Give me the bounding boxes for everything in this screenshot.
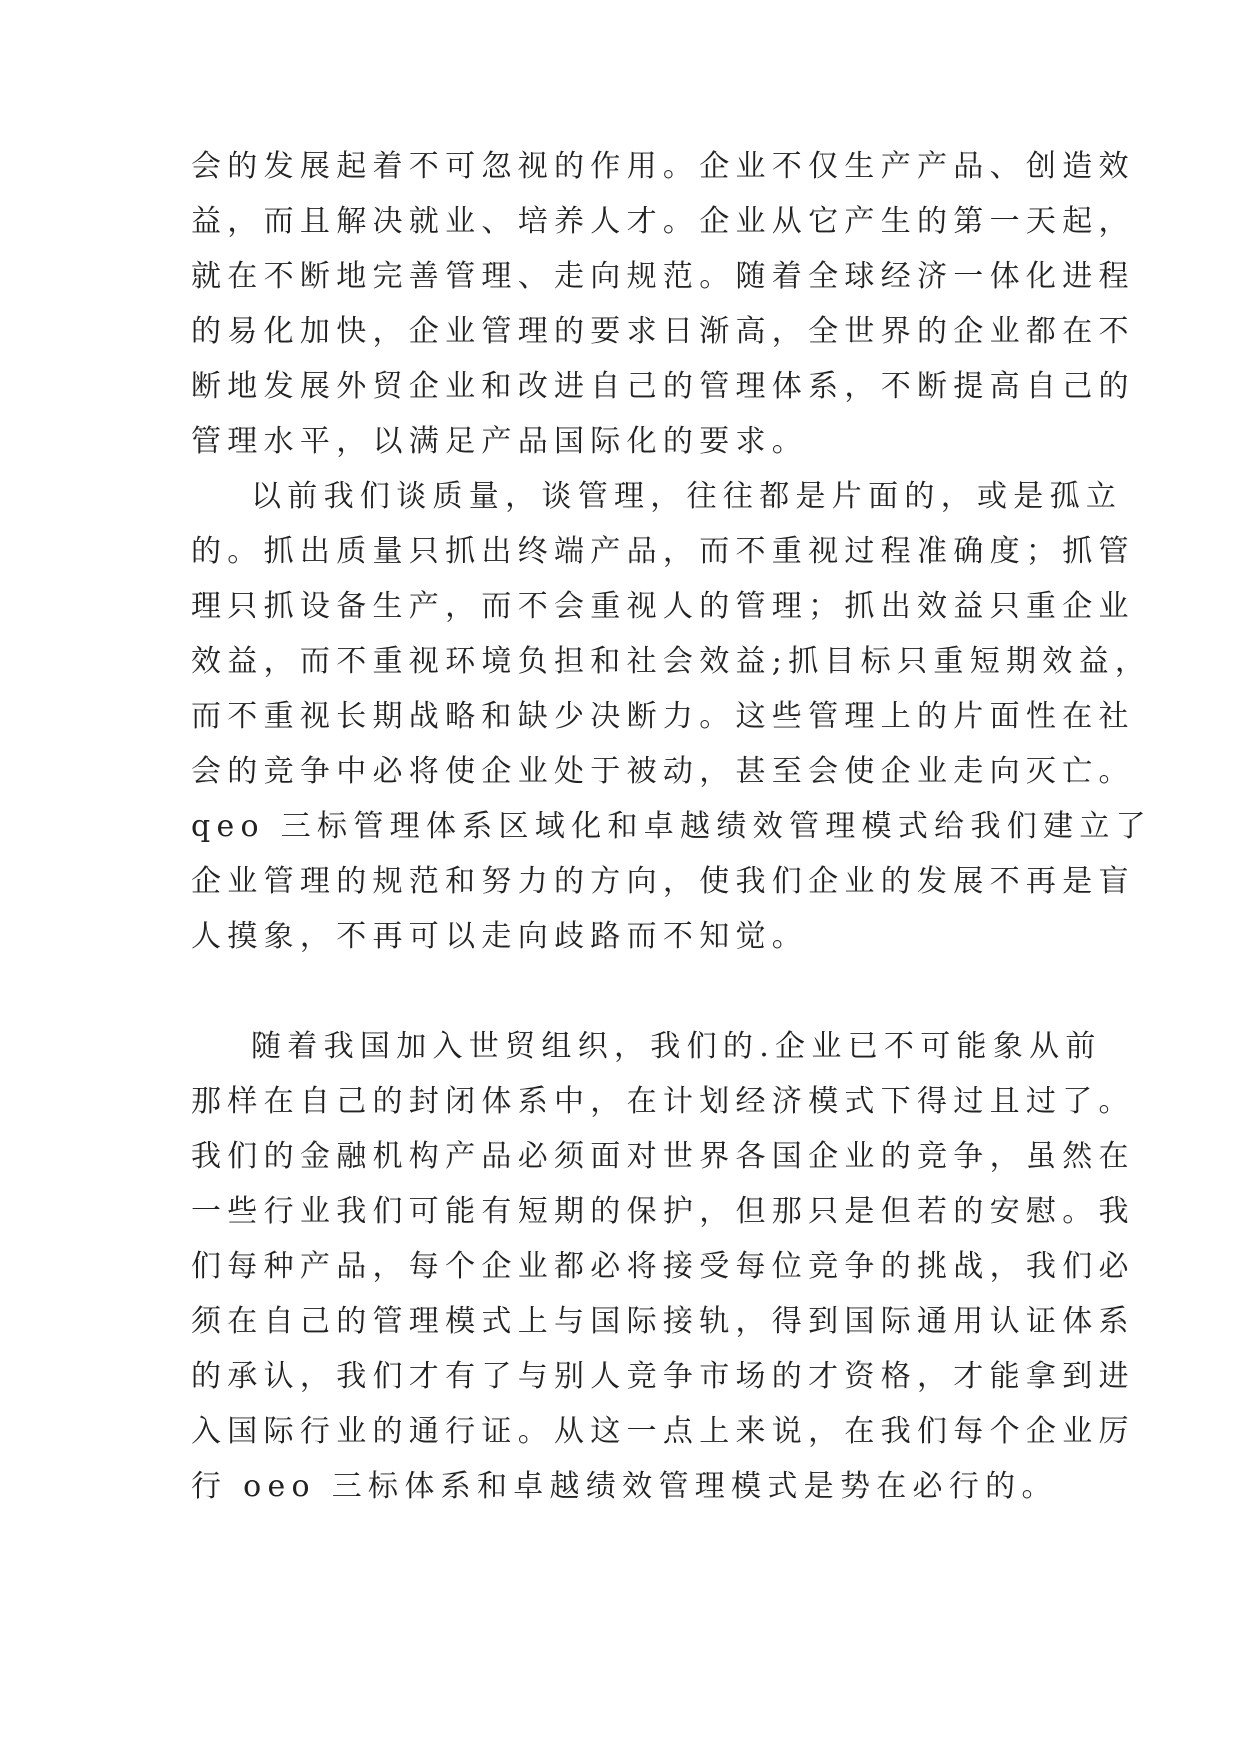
- paragraph-3-line-3: 我们的金融机构产品必须面对世界各国企业的竞争，虽然在: [191, 1139, 1135, 1174]
- paragraph-1-line-2: 益，而且解决就业、培养人才。企业从它产生的第一天起，: [191, 204, 1135, 239]
- paragraph-2-line-7: qeo 三标管理体系区域化和卓越绩效管理模式给我们建立了: [191, 809, 1152, 844]
- paragraph-3-line-6: 须在自己的管理模式上与国际接轨，得到国际通用认证体系: [191, 1304, 1135, 1339]
- paragraph-2-line-9: 人摸象，不再可以走向歧路而不知觉。: [191, 919, 809, 954]
- paragraph-1-line-1: 会的发展起着不可忽视的作用。企业不仅生产产品、创造效: [191, 149, 1135, 184]
- paragraph-1-line-3: 就在不断地完善管理、走向规范。随着全球经济一体化进程: [191, 259, 1135, 294]
- paragraph-2-line-1: 以前我们谈质量，谈管理，往往都是片面的，或是孤立: [251, 479, 1123, 514]
- paragraph-3-line-9: 行 oeo 三标体系和卓越绩效管理模式是势在必行的。: [191, 1469, 1058, 1504]
- paragraph-3-line-1: 随着我国加入世贸组织，我们的.企业已不可能象从前: [251, 1029, 1102, 1064]
- paragraph-2-line-3: 理只抓设备生产，而不会重视人的管理；抓出效益只重企业: [191, 589, 1135, 624]
- paragraph-1-line-4: 的易化加快，企业管理的要求日渐高，全世界的企业都在不: [191, 314, 1135, 349]
- paragraph-3-line-2: 那样在自己的封闭体系中，在计划经济模式下得过且过了。: [191, 1084, 1135, 1119]
- paragraph-2-line-5: 而不重视长期战略和缺少决断力。这些管理上的片面性在社: [191, 699, 1135, 734]
- paragraph-3-line-7: 的承认，我们才有了与别人竞争市场的才资格，才能拿到进: [191, 1359, 1135, 1394]
- paragraph-2-line-2: 的。抓出质量只抓出终端产品，而不重视过程准确度；抓管: [191, 534, 1135, 569]
- paragraph-2-line-4: 效益，而不重视环境负担和社会效益;抓目标只重短期效益，: [191, 644, 1152, 679]
- paragraph-3-line-8: 入国际行业的通行证。从这一点上来说，在我们每个企业厉: [191, 1414, 1135, 1449]
- paragraph-3-line-5: 们每种产品，每个企业都必将接受每位竞争的挑战，我们必: [191, 1249, 1135, 1284]
- paragraph-1-line-6: 管理水平，以满足产品国际化的要求。: [191, 424, 809, 459]
- paragraph-2-line-8: 企业管理的规范和努力的方向，使我们企业的发展不再是盲: [191, 864, 1135, 899]
- paragraph-3-line-4: 一些行业我们可能有短期的保护，但那只是但若的安慰。我: [191, 1194, 1135, 1229]
- paragraph-2-line-6: 会的竞争中必将使企业处于被动，甚至会使企业走向灭亡。: [191, 754, 1135, 789]
- paragraph-1-line-5: 断地发展外贸企业和改进自己的管理体系，不断提高自己的: [191, 369, 1135, 404]
